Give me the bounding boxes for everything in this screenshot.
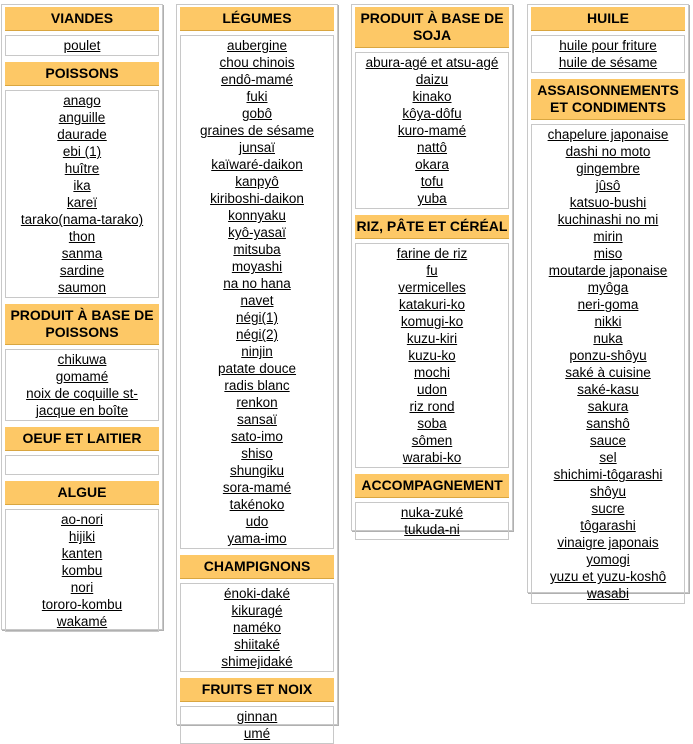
ingredient-link[interactable]: tarako(nama-tarako)	[20, 212, 144, 227]
ingredient-link[interactable]: shungiku	[229, 463, 285, 478]
ingredient-link[interactable]: shôyu	[589, 484, 627, 499]
item-list	[5, 90, 159, 298]
ingredient-link[interactable]: nikki	[594, 314, 622, 329]
category-header: CHAMPIGNONS	[180, 555, 334, 579]
item-list	[180, 583, 334, 672]
ingredient-link[interactable]: énoki-daké	[223, 586, 291, 601]
ingredient-link[interactable]: abura-agé et atsu-agé	[365, 55, 499, 70]
ingredient-link[interactable]: jûsô	[595, 178, 621, 193]
ingredient-link[interactable]: ninjin	[241, 344, 273, 359]
ingredient-link[interactable]: sora-mamé	[222, 480, 292, 495]
ingredient-link[interactable]: renkon	[236, 395, 278, 410]
ingredient-link[interactable]: huile pour friture	[559, 38, 657, 53]
ingredient-link[interactable]: gomamé	[55, 369, 109, 384]
ingredient-link[interactable]: tôgarashi	[580, 518, 636, 533]
item-list	[531, 35, 685, 73]
ingredient-link[interactable]: mirin	[593, 229, 623, 244]
ingredient-link[interactable]: shiso	[241, 446, 273, 461]
ingredient-link[interactable]: myôga	[587, 280, 629, 295]
ingredient-link[interactable]: graines de sésame	[199, 123, 315, 138]
item-list	[355, 243, 509, 468]
ingredient-link[interactable]: anguille	[58, 110, 106, 125]
category-header: RIZ, PÂTE ET CÉRÉAL	[355, 215, 509, 239]
item-list	[531, 124, 685, 604]
ingredient-link[interactable]: gingembre	[576, 161, 640, 176]
ingredient-link[interactable]: farine de riz	[396, 246, 468, 261]
category-header: PRODUIT À BASE DE POISSONS	[5, 304, 159, 345]
item-list	[5, 509, 159, 632]
ingredient-link[interactable]: aubergine	[226, 38, 288, 53]
ingredient-link[interactable]: kuchinashi no mi	[557, 212, 659, 227]
ingredient-link[interactable]: mitsuba	[233, 242, 281, 257]
ingredient-link[interactable]: sanshô	[586, 416, 630, 431]
ingredient-link[interactable]: kombu	[61, 563, 103, 578]
ingredient-link[interactable]: miso	[593, 246, 623, 261]
ingredient-link[interactable]: poulet	[63, 38, 101, 53]
ingredient-link[interactable]: kuro-mamé	[397, 123, 467, 138]
category-header: VIANDES	[5, 7, 159, 31]
ingredient-link[interactable]: sakura	[587, 399, 629, 414]
ingredient-link[interactable]: nuka-zuké	[400, 505, 464, 520]
ingredient-link[interactable]: kyô-yasaï	[228, 225, 286, 240]
ingredient-link[interactable]: saké à cuisine	[565, 365, 651, 380]
ingredient-link[interactable]: takénoko	[229, 497, 285, 512]
ingredient-link[interactable]: négi(2)	[235, 327, 279, 342]
ingredient-link[interactable]: nuka	[593, 331, 623, 346]
ingredient-link[interactable]: umé	[243, 726, 271, 741]
ingredient-link[interactable]: ika	[73, 178, 91, 193]
category-section	[177, 7, 337, 549]
column-2	[176, 4, 338, 741]
category-header: ACCOMPAGNEMENT	[355, 474, 509, 498]
category-section	[2, 304, 162, 421]
category-header: OEUF ET LAITIER	[5, 427, 159, 451]
category-header: FRUITS ET NOIX	[180, 678, 334, 702]
ingredient-link[interactable]: yuzu et yuzu-koshô	[549, 569, 667, 584]
ingredient-link[interactable]: anago	[63, 93, 101, 108]
category-section	[177, 555, 337, 672]
ingredient-link[interactable]: moyashi	[231, 259, 283, 274]
ingredient-link[interactable]: tofu	[420, 174, 444, 189]
ingredient-link[interactable]: kinako	[412, 89, 452, 104]
ingredient-link[interactable]: kiriboshi-daikon	[210, 191, 304, 206]
ingredient-link[interactable]: mochi	[413, 365, 450, 380]
ingredient-link[interactable]: thon	[68, 229, 96, 244]
ingredient-link[interactable]: nattô	[416, 140, 448, 155]
ingredient-link[interactable]: kôya-dôfu	[402, 106, 462, 121]
ingredient-link[interactable]: radis blanc	[224, 378, 290, 393]
ingredient-link[interactable]: ebi (1)	[62, 144, 102, 159]
ingredient-link[interactable]: konnyaku	[228, 208, 286, 223]
ingredient-link[interactable]: wakamé	[56, 614, 108, 629]
item-list	[5, 349, 159, 421]
category-header: PRODUIT À BASE DE SOJA	[355, 7, 509, 48]
ingredient-link[interactable]: warabi-ko	[402, 450, 462, 465]
ingredient-link[interactable]: shichimi-tôgarashi	[553, 467, 663, 482]
category-section	[2, 7, 162, 56]
ingredient-link[interactable]: gobô	[241, 106, 273, 121]
ingredient-link[interactable]: sucre	[591, 501, 625, 516]
ingredient-link[interactable]: saké-kasu	[577, 382, 639, 397]
ingredient-link[interactable]: yomogi	[586, 552, 630, 567]
ingredient-link[interactable]: riz rond	[409, 399, 455, 414]
category-header: POISSONS	[5, 62, 159, 86]
ingredient-link[interactable]: ginnan	[236, 709, 278, 724]
category-section	[2, 427, 162, 475]
ingredient-link[interactable]: yama-imo	[227, 531, 287, 546]
ingredient-link[interactable]: sauce	[589, 433, 627, 448]
ingredient-link[interactable]: yuba	[417, 191, 447, 206]
ingredient-link[interactable]: sanma	[61, 246, 103, 261]
ingredient-link[interactable]: komugi-ko	[400, 314, 464, 329]
ingredient-link[interactable]: fu	[426, 263, 438, 278]
ingredient-link[interactable]: vermicelles	[398, 280, 466, 295]
ingredient-link[interactable]: sômen	[411, 433, 453, 448]
item-list	[5, 455, 159, 475]
category-section	[2, 481, 162, 632]
category-section	[352, 7, 512, 209]
ingredient-link[interactable]: shimejidaké	[221, 654, 293, 669]
ingredient-link[interactable]: tukuda-ni	[404, 522, 460, 537]
ingredient-link[interactable]: sato-imo	[231, 429, 283, 444]
ingredient-link[interactable]: ponzu-shôyu	[569, 348, 647, 363]
ingredient-link[interactable]: kuzu-kiri	[406, 331, 458, 346]
category-section	[352, 215, 512, 468]
ingredient-link[interactable]: naméko	[232, 620, 282, 635]
ingredient-link[interactable]: ao-nori	[60, 512, 104, 527]
ingredient-link[interactable]: moutarde japonaise	[548, 263, 668, 278]
ingredient-link[interactable]: wasabi	[586, 586, 630, 601]
category-header: ASSAISONNEMENTS ET CONDIMENTS	[531, 79, 685, 120]
ingredient-link[interactable]: nori	[70, 580, 94, 595]
category-header: ALGUE	[5, 481, 159, 505]
ingredient-link[interactable]: fuki	[246, 89, 268, 104]
ingredient-link[interactable]: huître	[64, 161, 100, 176]
empty-list	[6, 457, 158, 473]
ingredient-link[interactable]: kareï	[66, 195, 97, 210]
ingredient-link[interactable]: noix de coquille st-jacque en boîte	[26, 386, 138, 418]
category-section	[528, 79, 688, 604]
ingredient-link[interactable]: udo	[245, 514, 269, 529]
category-section	[2, 62, 162, 298]
ingredient-link[interactable]: kanten	[61, 546, 103, 561]
ingredient-link[interactable]: sardine	[59, 263, 105, 278]
ingredient-link[interactable]: huile de sésame	[558, 55, 658, 70]
ingredient-link[interactable]: okara	[415, 157, 449, 172]
ingredient-link[interactable]: chapelure japonaise	[547, 127, 669, 142]
ingredient-link[interactable]: udon	[416, 382, 448, 397]
ingredient-link[interactable]: tororo-kombu	[41, 597, 123, 612]
ingredient-link[interactable]: dashi no moto	[565, 144, 651, 159]
item-list	[180, 35, 334, 549]
item-list	[355, 502, 509, 540]
ingredient-link[interactable]: daurade	[57, 127, 107, 142]
category-section	[352, 474, 512, 540]
ingredient-link[interactable]: sel	[599, 450, 617, 465]
ingredient-link[interactable]: endô-mamé	[220, 72, 294, 87]
ingredient-link[interactable]: hijiki	[68, 529, 96, 544]
item-list	[355, 52, 509, 209]
ingredient-link[interactable]: kanpyô	[235, 174, 279, 189]
ingredient-link[interactable]: daizu	[415, 72, 449, 87]
ingredient-link[interactable]: katsuo-bushi	[569, 195, 647, 210]
ingredient-link[interactable]: kuzu-ko	[408, 348, 456, 363]
ingredient-link[interactable]: chou chinois	[219, 55, 295, 70]
item-list	[5, 35, 159, 56]
category-section	[528, 7, 688, 73]
ingredient-link[interactable]: kaïwaré-daikon	[211, 157, 303, 172]
ingredient-link[interactable]: soba	[417, 416, 447, 431]
ingredient-link[interactable]: kikuragé	[231, 603, 283, 618]
ingredient-link[interactable]: junsaï	[238, 140, 276, 155]
ingredient-link[interactable]: sansaï	[237, 412, 277, 427]
ingredient-link[interactable]: navet	[240, 293, 274, 308]
category-section	[177, 678, 337, 744]
ingredient-link[interactable]: neri-goma	[577, 297, 639, 312]
category-header: LÉGUMES	[180, 7, 334, 31]
ingredient-link[interactable]: saumon	[57, 280, 107, 295]
ingredient-link[interactable]: shiitaké	[234, 637, 280, 652]
ingredient-link[interactable]: na no hana	[223, 276, 291, 291]
column-4	[527, 4, 689, 601]
category-header: HUILE	[531, 7, 685, 31]
ingredient-link[interactable]: négi(1)	[235, 310, 279, 325]
ingredient-link[interactable]: chikuwa	[57, 352, 107, 367]
column-1	[1, 4, 163, 630]
ingredient-link[interactable]: patate douce	[217, 361, 297, 376]
item-list	[180, 706, 334, 744]
ingredient-link[interactable]: katakuri-ko	[398, 297, 466, 312]
ingredient-link[interactable]: vinaigre japonais	[557, 535, 659, 550]
column-3	[351, 4, 513, 537]
